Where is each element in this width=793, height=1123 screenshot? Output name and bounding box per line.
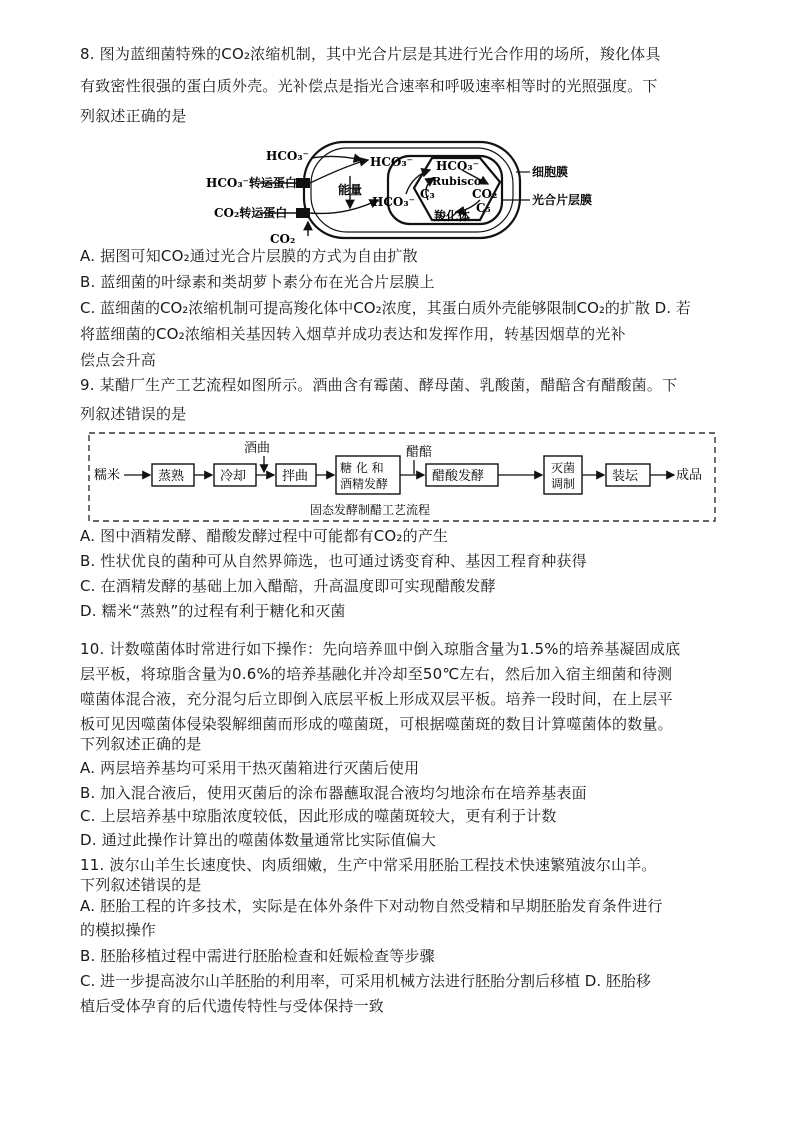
q11-stem-line-1: 11. 波尔山羊生长速度快、肉质细嫩，生产中常采用胚胎工程技术快速繁殖波尔山羊。 xyxy=(80,856,657,874)
q9-stem-line-2: 列叙述错误的是 xyxy=(80,405,187,423)
step-saccharify-label-2: 酒精发酵 xyxy=(340,477,389,491)
flow-output-label: 成品 xyxy=(676,468,703,483)
q8-stem-line-1: 8. 图为蓝细菌特殊的CO₂浓缩机制，其中光合片层是其进行光合作用的场所，羧化体具 xyxy=(80,45,661,63)
q9-process-flow-diagram xyxy=(88,432,718,524)
hco3-carboxysome-label: HCO₃⁻ xyxy=(436,159,479,173)
q10-stem-line-2: 层平板，将琼脂含量为0.6%的培养基融化并冷却至50℃左右，然后加入宿主细菌和待测 xyxy=(80,665,673,683)
q8-option-b: B. 蓝细菌的叶绿素和类胡萝卜素分布在光合片层膜上 xyxy=(80,273,435,291)
q11-option-c: C. 进一步提高波尔山羊胚胎的利用率，可采用机械方法进行胚胎分割后移植 D. 胚胎移 xyxy=(80,972,651,990)
step-sterilize-label-2: 调制 xyxy=(551,477,576,491)
q10-option-d: D. 通过此操作计算出的噬菌体数量通常比实际值偏大 xyxy=(80,831,437,849)
q11-stem-line-2: 下列叙述错误的是 xyxy=(80,876,202,894)
hco3-transporter-label: HCO₃⁻转运蛋白 xyxy=(206,176,297,190)
hco3-inner-label: HCO₃⁻ xyxy=(372,195,415,209)
energy-label: 能量 xyxy=(338,183,363,197)
hco3-mid-label: HCO₃⁻ xyxy=(370,155,413,169)
c5-label: C₅ xyxy=(476,201,491,215)
co2-transporter-label: CO₂转运蛋白 xyxy=(214,206,288,220)
q10-stem-line-3: 噬菌体混合液，充分混匀后立即倒入底层平板上形成双层平板。培养一段时间，在上层平 xyxy=(80,690,673,708)
c3-label: C₃ xyxy=(420,187,435,201)
cell-membrane-label: 细胞膜 xyxy=(532,165,569,179)
q8-option-c: C. 蓝细菌的CO₂浓缩机制可提高羧化体中CO₂浓度，其蛋白质外壳能够限制CO₂的扩散 D. 若 xyxy=(80,299,691,317)
hco3-transporter-protein xyxy=(296,178,310,188)
q8-stem-line-3: 列叙述正确的是 xyxy=(80,107,187,125)
q11-option-d: 植后受体孕育的后代遗传特性与受体保持一致 xyxy=(80,997,385,1015)
q10-option-b: B. 加入混合液后，使用灭菌后的涂布器蘸取混合液均匀地涂布在培养基表面 xyxy=(80,784,587,802)
q8-option-a: A. 据图可知CO₂通过光合片层膜的方式为自由扩散 xyxy=(80,247,418,265)
step-saccharify-label-1: 糖 化 和 xyxy=(340,461,384,475)
co2-transporter-protein xyxy=(296,208,310,218)
q9-option-d: D. 糯米“蒸熟”的过程有利于糖化和灭菌 xyxy=(80,602,346,620)
q10-stem-line-5: 下列叙述正确的是 xyxy=(80,735,202,753)
hco3-top-label: HCO₃⁻ xyxy=(266,149,309,163)
carboxysome-label: 羧化体 xyxy=(434,209,471,223)
step-steam-label: 蒸熟 xyxy=(158,469,185,484)
q11-option-b: B. 胚胎移植过程中需进行胚胎检查和妊娠检查等步骤 xyxy=(80,947,435,965)
q10-stem-line-1: 10. 计数噬菌体时常进行如下操作：先向培养皿中倒入琼脂含量为1.5%的培养基凝固成底 xyxy=(80,640,681,658)
q9-stem-line-1: 9. 某醋厂生产工艺流程如图所示。酒曲含有霉菌、酵母菌、乳酸菌，醋醅含有醋酸菌。下 xyxy=(80,376,678,394)
q9-option-c: C. 在酒精发酵的基础上加入醋醅，升高温度即可实现醋酸发酵 xyxy=(80,577,496,595)
step-acetic-label: 醋酸发酵 xyxy=(432,469,485,484)
q8-co2-concentration-diagram xyxy=(200,136,610,248)
flow-caption: 固态发酵制醋工艺流程 xyxy=(310,503,431,517)
step-jar-label: 装坛 xyxy=(612,469,639,484)
rubisco-label: Rubisco xyxy=(432,175,482,188)
q9-option-a: A. 图中酒精发酵、醋酸发酵过程中可能都有CO₂的产生 xyxy=(80,527,449,545)
q10-stem-line-4: 板可见因噬菌体侵染裂解细菌而形成的噬菌斑，可根据噬菌斑的数目计算噬菌体的数量。 xyxy=(80,715,673,733)
co2-bottom-label: CO₂ xyxy=(270,232,296,246)
q10-option-c: C. 上层培养基中琼脂浓度较低，因此形成的噬菌斑较大，更有利于计数 xyxy=(80,807,557,825)
step-cool-label: 冷却 xyxy=(220,469,247,484)
q8-option-d-line-1: 将蓝细菌的CO₂浓缩相关基因转入烟草并成功表达和发挥作用，转基因烟草的光补 xyxy=(80,325,626,343)
q9-option-b: B. 性状优良的菌种可从自然界筛选，也可通过诱变育种、基因工程育种获得 xyxy=(80,552,587,570)
flow-input-label: 糯米 xyxy=(94,468,121,483)
co2-carboxysome-label: CO₂ xyxy=(472,187,498,201)
q11-option-a-line-1: A. 胚胎工程的许多技术，实际是在体外条件下对动物自然受精和早期胚胎发育条件进行 xyxy=(80,897,663,915)
q11-option-a-line-2: 的模拟操作 xyxy=(80,921,157,939)
additive-cupei-label: 醋醅 xyxy=(406,445,433,460)
thylakoid-membrane-label: 光合片层膜 xyxy=(532,193,593,207)
q10-option-a: A. 两层培养基均可采用干热灭菌箱进行灭菌后使用 xyxy=(80,759,420,777)
step-mix-label: 拌曲 xyxy=(282,469,309,484)
additive-jiuqu-label: 酒曲 xyxy=(244,441,271,456)
q8-stem-line-2: 有致密性很强的蛋白质外壳。光补偿点是指光合速率和呼吸速率相等时的光照强度。下 xyxy=(80,77,658,95)
step-sterilize-label-1: 灭菌 xyxy=(551,461,576,475)
q8-option-d-line-2: 偿点会升高 xyxy=(80,351,157,369)
